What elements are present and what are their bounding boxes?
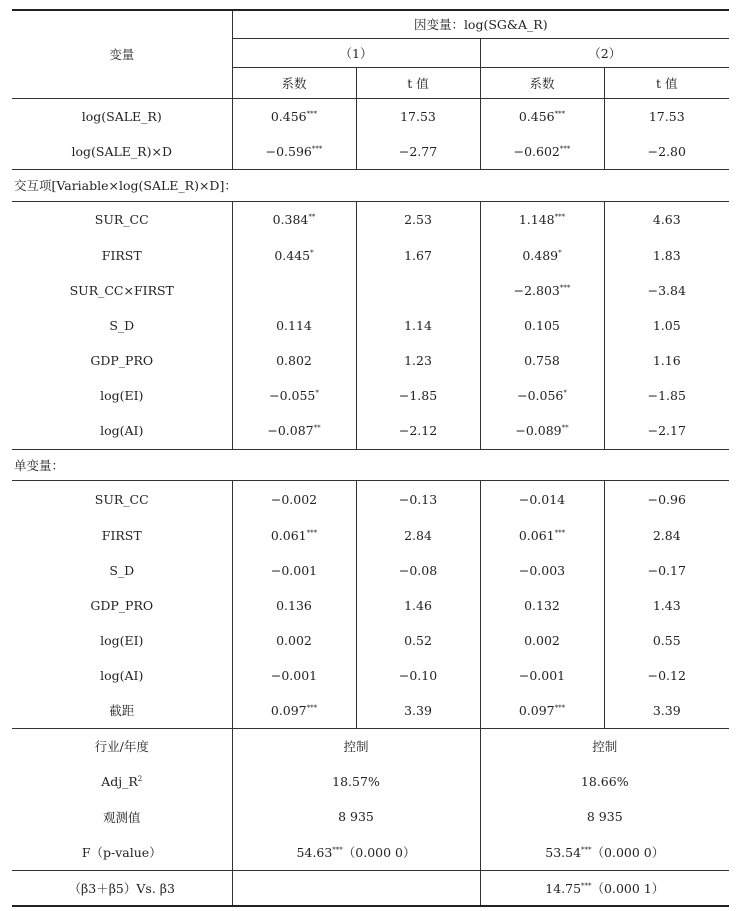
footer-f-model-2 [480, 834, 729, 870]
footer-f-model-1 [232, 834, 480, 870]
coef-model-2 [480, 413, 604, 449]
coef-model-1 [232, 98, 356, 134]
tval-model-2: 1.16 [652, 353, 681, 368]
coef-model-2 [480, 588, 604, 623]
coef-model-2 [480, 343, 604, 378]
coefficient-value: 0.758 [524, 353, 560, 368]
coefficient-value: −0.087 [267, 423, 314, 439]
significance-stars: *** [306, 109, 318, 118]
table-row [12, 693, 729, 728]
row-label: log(AI) [12, 413, 232, 449]
f-pvalue: （0.000 0） [591, 844, 665, 860]
f-value: 54.63 [296, 844, 333, 860]
tval-model-1: 0.52 [356, 623, 480, 658]
coef-model-2 [480, 623, 604, 658]
row-label: FIRST [12, 518, 232, 553]
coefficient-value: −0.014 [518, 491, 566, 507]
coefficient-value: 0.114 [276, 318, 312, 333]
row-label: SUR_CC [12, 480, 232, 518]
table-row [12, 238, 729, 273]
header-model-2: （2） [480, 38, 729, 67]
beta-pvalue: （0.000 1） [591, 880, 665, 896]
coef-model-1 [232, 588, 356, 623]
tval-model-1: −2.12 [356, 413, 480, 449]
coefficient-value: 0.105 [524, 318, 560, 333]
coef-model-1 [232, 238, 356, 273]
coef-model-1 [232, 623, 356, 658]
coefficient-value: −0.055 [269, 388, 316, 403]
table-row [12, 343, 729, 378]
table-row [12, 480, 729, 518]
coef-model-1 [232, 658, 356, 693]
footer-obs-label: 观测值 [12, 799, 232, 834]
tval-model-2: 4.63 [604, 201, 729, 238]
section-interaction: 交互项[Variable×log(SALE_R)×D]： [12, 169, 729, 201]
significance-stars: ** [561, 424, 569, 433]
significance-stars: *** [311, 144, 323, 153]
coef-model-2 [480, 134, 604, 169]
coefficient-value: 0.097 [518, 702, 555, 718]
table-row [12, 764, 729, 799]
coef-model-1 [232, 518, 356, 553]
row-label: S_D [12, 308, 232, 343]
table-row [12, 870, 729, 906]
significance-stars: * [310, 248, 314, 257]
coef-model-2 [480, 201, 604, 238]
significance-stars: *** [554, 528, 566, 537]
tval-model-1: −0.08 [356, 553, 480, 588]
coefficient-value: −0.602 [513, 143, 560, 159]
row-label: GDP_PRO [12, 588, 232, 623]
coefficient-value: 0.456 [518, 108, 555, 124]
table-row [12, 201, 729, 238]
table-row [12, 623, 729, 658]
coef-model-1 [232, 308, 356, 343]
tval-model-2: 1.43 [652, 598, 681, 613]
tval-model-1: 1.46 [356, 588, 480, 623]
tval-model-2: 3.39 [652, 702, 681, 718]
f-pvalue: （0.000 0） [342, 844, 416, 860]
coef-model-2 [480, 553, 604, 588]
f-value: 53.54 [545, 844, 582, 860]
coef-model-2 [480, 693, 604, 728]
tval-model-1: 1.23 [356, 343, 480, 378]
significance-stars: *** [306, 528, 318, 537]
section-single: 单变量： [12, 449, 729, 480]
significance-stars: *** [554, 213, 566, 222]
beta-stars: *** [581, 881, 592, 890]
tval-model-1: −0.13 [356, 480, 480, 518]
tval-model-2: −0.17 [647, 563, 686, 578]
header-dependent-variable: 因变量：log(SG&A_R) [232, 10, 729, 38]
footer-adjr2-model-1: 18.57% [232, 764, 480, 799]
coef-model-1 [232, 378, 356, 413]
coef-model-2 [480, 480, 604, 518]
row-label: GDP_PRO [12, 343, 232, 378]
coefficient-value: −0.001 [270, 563, 318, 578]
coef-model-1 [232, 553, 356, 588]
tval-model-1: 2.84 [356, 518, 480, 553]
tval-model-2: −2.17 [647, 423, 686, 439]
tval-model-1: 3.39 [356, 693, 480, 728]
tval-model-2: 2.84 [652, 528, 681, 543]
tval-model-1: −1.85 [356, 378, 480, 413]
tval-model-2: 1.83 [652, 248, 681, 263]
significance-stars: ** [313, 424, 321, 433]
tval-model-2: 1.05 [652, 318, 681, 333]
table-row [12, 413, 729, 449]
row-label: SUR_CC×FIRST [12, 273, 232, 308]
significance-stars: *** [554, 703, 566, 712]
header-tval-1: t 值 [356, 67, 480, 98]
table-row [12, 134, 729, 169]
footer-adjr2-model-2: 18.66% [580, 774, 629, 789]
adjr2-label-sup: 2 [137, 774, 143, 783]
coefficient-value: −0.596 [265, 143, 312, 159]
footer-beta-model-2 [480, 870, 729, 906]
tval-model-1: −0.10 [356, 658, 480, 693]
table-row [12, 588, 729, 623]
table-row [12, 834, 729, 870]
footer-obs-model-1: 8 935 [232, 799, 480, 834]
coefficient-value: −0.001 [270, 668, 318, 683]
footer-industry-model-1: 控制 [232, 728, 480, 764]
row-label: 截距 [12, 693, 232, 728]
coefficient-value: 0.002 [524, 633, 560, 648]
row-label: S_D [12, 553, 232, 588]
coef-model-1 [232, 343, 356, 378]
coefficient-value: 1.148 [518, 212, 555, 228]
coefficient-value: −2.803 [513, 283, 560, 298]
footer-adjr2-label [12, 764, 232, 799]
coef-model-1 [232, 134, 356, 169]
tval-model-1: 17.53 [356, 98, 480, 134]
regression-table [12, 9, 729, 907]
tval-model-2: −2.80 [647, 143, 686, 159]
coef-model-1 [232, 413, 356, 449]
coef-model-1 [232, 273, 356, 308]
footer-industry-model-2: 控制 [480, 728, 729, 764]
tval-model-2: −1.85 [647, 388, 686, 403]
f-stars: *** [332, 845, 343, 854]
tval-model-1: 1.67 [356, 238, 480, 273]
significance-stars: * [558, 248, 562, 257]
coefficient-value: −0.001 [518, 668, 566, 683]
coef-model-2 [480, 658, 604, 693]
header-coef-2: 系数 [480, 67, 604, 98]
footer-f-label: F（p-value） [12, 834, 232, 870]
header-variable: 变量 [12, 10, 232, 98]
significance-stars: *** [306, 703, 318, 712]
tval-model-1: 2.53 [356, 201, 480, 238]
tval-model-1 [356, 273, 480, 308]
table-row [12, 308, 729, 343]
tval-model-1: 1.14 [356, 308, 480, 343]
coefficient-value: 0.132 [524, 598, 560, 613]
table-row [12, 273, 729, 308]
row-label: log(SALE_R) [12, 98, 232, 134]
coef-model-2 [480, 308, 604, 343]
coefficient-value: 0.456 [270, 108, 307, 124]
row-label: log(EI) [12, 623, 232, 658]
tval-model-2: −0.96 [604, 480, 729, 518]
coef-model-2 [480, 238, 604, 273]
footer-beta-label: （β3＋β5）Vs. β3 [12, 870, 232, 906]
coefficient-value: 0.445 [274, 248, 311, 263]
row-label: log(EI) [12, 378, 232, 413]
significance-stars: * [563, 388, 567, 397]
table-row [12, 378, 729, 413]
footer-obs-model-2: 8 935 [586, 809, 623, 824]
table-row [12, 658, 729, 693]
coefficient-value: 0.802 [276, 353, 312, 368]
coef-model-2 [480, 378, 604, 413]
beta-value: 14.75 [545, 880, 582, 896]
tval-model-2: −3.84 [647, 283, 686, 298]
coefficient-value: −0.003 [518, 563, 566, 578]
header-tval-2: t 值 [604, 67, 729, 98]
row-label: FIRST [12, 238, 232, 273]
significance-stars: * [315, 388, 319, 397]
tval-model-2: 0.55 [652, 633, 681, 648]
tval-model-2: 17.53 [604, 98, 729, 134]
coef-model-1 [232, 201, 356, 238]
row-label: SUR_CC [12, 201, 232, 238]
f-stars: *** [581, 845, 592, 854]
coefficient-value: 0.061 [270, 528, 307, 543]
header-coef-1: 系数 [232, 67, 356, 98]
coefficient-value: −0.056 [517, 388, 564, 403]
row-label: log(AI) [12, 658, 232, 693]
table-row [12, 553, 729, 588]
coefficient-value: 0.136 [276, 598, 312, 613]
tval-model-1: −2.77 [356, 134, 480, 169]
table-row [12, 98, 729, 134]
row-label: log(SALE_R)×D [12, 134, 232, 169]
footer-industry-label: 行业/年度 [12, 728, 232, 764]
significance-stars: ** [308, 213, 316, 222]
coef-model-2 [480, 518, 604, 553]
adjr2-label-text: Adj_R [101, 774, 138, 789]
table-row [12, 799, 729, 834]
table-row [12, 728, 729, 764]
significance-stars: *** [559, 144, 571, 153]
tval-model-2: −0.12 [647, 668, 686, 683]
coef-model-2 [480, 273, 604, 308]
coefficient-value: 0.384 [272, 212, 309, 228]
significance-stars: *** [559, 283, 571, 292]
footer-beta-model-1 [232, 870, 480, 906]
coefficient-value: 0.002 [276, 633, 312, 648]
header-model-1: （1） [232, 38, 480, 67]
table-row [12, 518, 729, 553]
coefficient-value: 0.061 [518, 528, 555, 543]
coefficient-value: −0.089 [515, 423, 562, 439]
coefficient-value: 0.097 [270, 702, 307, 718]
coefficient-value: 0.489 [522, 248, 559, 263]
significance-stars: *** [554, 109, 566, 118]
coef-model-1 [232, 480, 356, 518]
coef-model-2 [480, 98, 604, 134]
coef-model-1 [232, 693, 356, 728]
coefficient-value: −0.002 [270, 491, 318, 507]
